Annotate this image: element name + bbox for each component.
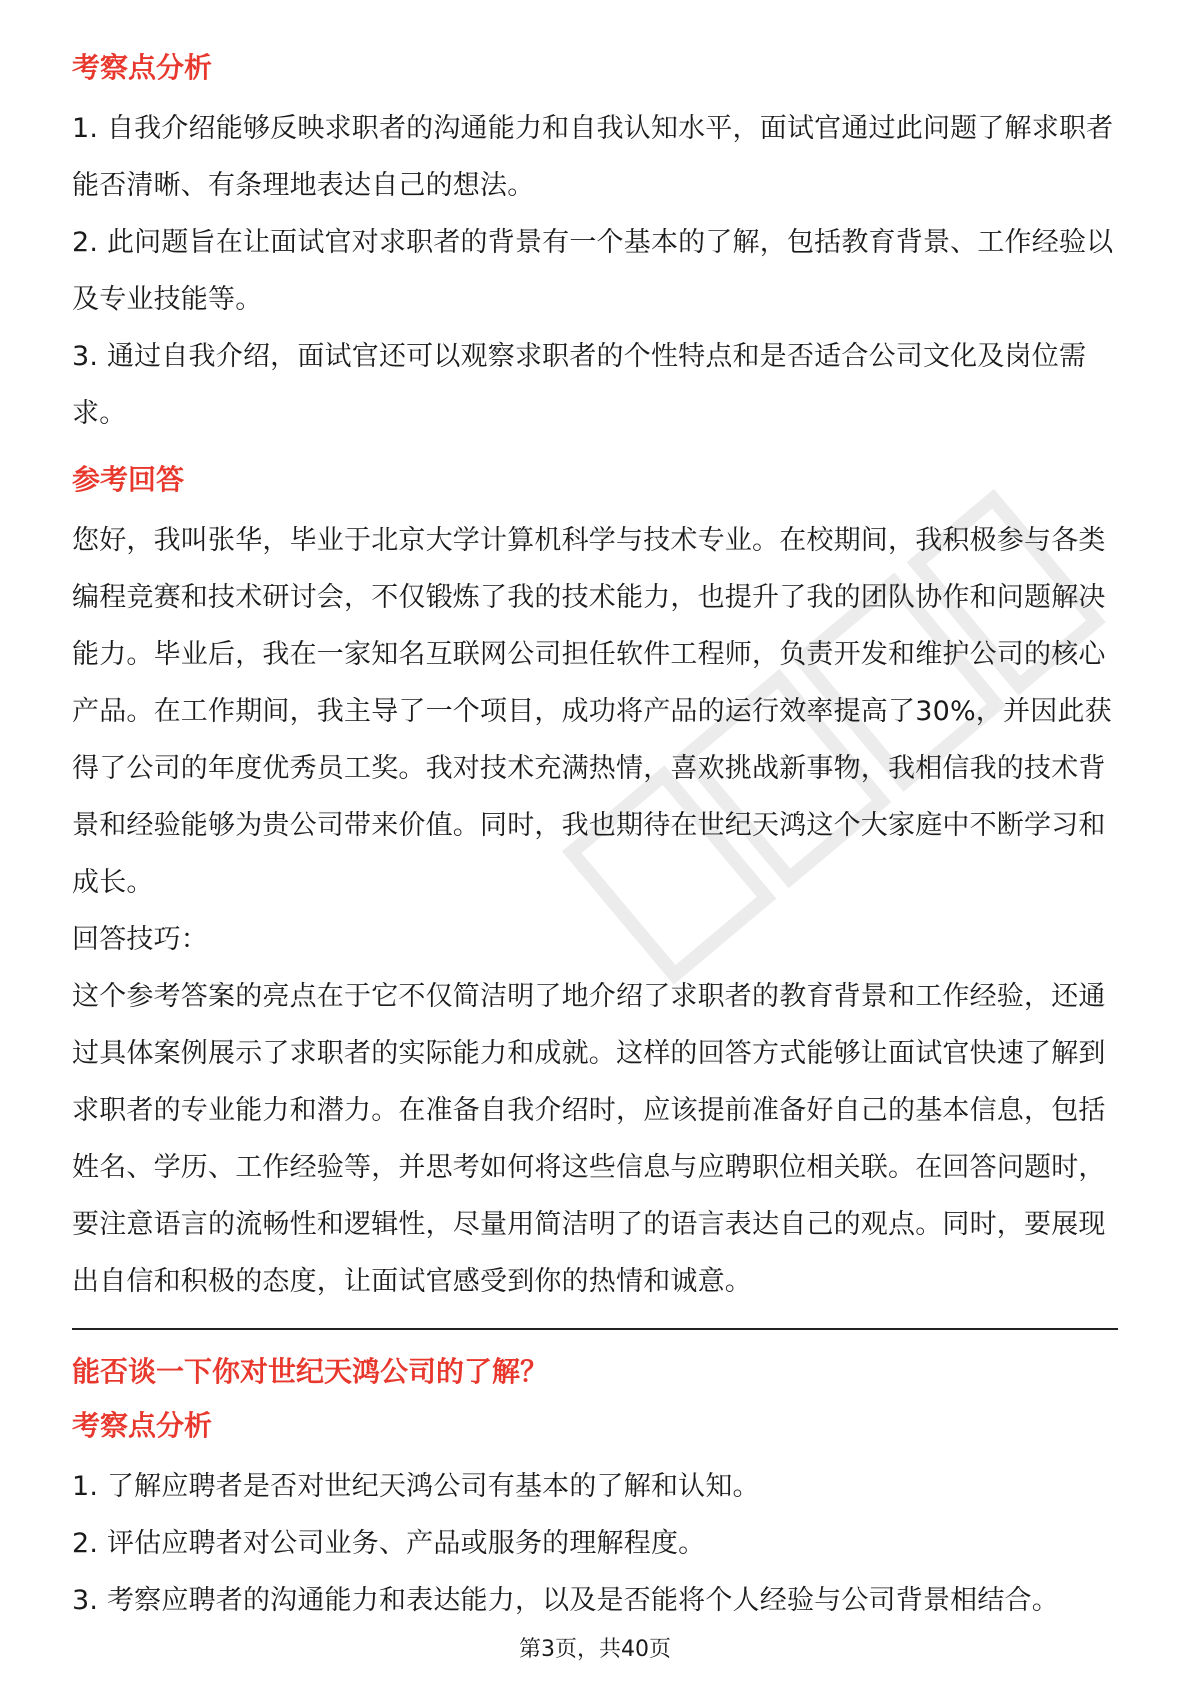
analysis-heading-1: 考察点分析 bbox=[72, 51, 213, 84]
section-divider bbox=[72, 1328, 1118, 1330]
question-title: 能否谈一下你对世纪天鸿公司的了解？ bbox=[72, 1355, 549, 1388]
analysis-item-1-1: 1. 自我介绍能够反映求职者的沟通能力和自我认知水平，面试官通过此问题了解求职者能否清晰、有条理地表达自己的想法。 bbox=[72, 113, 1114, 201]
analysis-item-2-3: 3. 考察应聘者的沟通能力和表达能力，以及是否能将个人经验与公司背景相结合。 bbox=[72, 1585, 1059, 1616]
answer-text: 您好，我叫张华，毕业于北京大学计算机科学与技术专业。在校期间，我积极参与各类编程竞赛和技术研讨会，不仅锻炼了我的技术能力，也提升了我的团队协作和问题解决能力。毕业后，我在一家知名互联网公司担任软件工程师，负责开发和维护公司的核心产品。在工作期间，我主导了一个项目，成功将产品的运行效率提高了30%，并因此获得了公司的年度优秀员工奖。我对技术充满热情，喜欢挑战新事物，我相信我的技术背景和经验能够为贵公司带来价值。同时，我也期待在世纪天鸿这个大家庭中不断学习和成长。 bbox=[72, 525, 1112, 898]
answer-heading: 参考回答 bbox=[72, 463, 185, 496]
analysis-item-1-3: 3. 通过自我介绍，面试官还可以观察求职者的个性特点和是否适合公司文化及岗位需求。 bbox=[72, 341, 1087, 429]
tips-text: 这个参考答案的亮点在于它不仅简洁明了地介绍了求职者的教育背景和工作经验，还通过具体案例展示了求职者的实际能力和成就。这样的回答方式能够让面试官快速了解到求职者的专业能力和潜力。在准备自我介绍时，应该提前准备好自己的基本信息，包括姓名、学历、工作经验等，并思考如何将这些信息与应聘职位相关联。在回答问题时，要注意语言的流畅性和逻辑性，尽量用简洁明了的语言表达自己的观点。同时，要展现出自信和积极的态度，让面试官感受到你的热情和诚意。 bbox=[72, 981, 1106, 1297]
tips-label: 回答技巧： bbox=[72, 924, 208, 955]
analysis-item-2-1: 1. 了解应聘者是否对世纪天鸿公司有基本的了解和认知。 bbox=[72, 1471, 760, 1502]
analysis-heading-2: 考察点分析 bbox=[72, 1409, 213, 1442]
document-page bbox=[72, 48, 1118, 1629]
page-number: 第3页，共40页 bbox=[519, 1637, 671, 1662]
analysis-item-1-2: 2. 此问题旨在让面试官对求职者的背景有一个基本的了解，包括教育背景、工作经验以及专业技能等。 bbox=[72, 227, 1114, 315]
analysis-item-2-2: 2. 评估应聘者对公司业务、产品或服务的理解程度。 bbox=[72, 1528, 706, 1559]
